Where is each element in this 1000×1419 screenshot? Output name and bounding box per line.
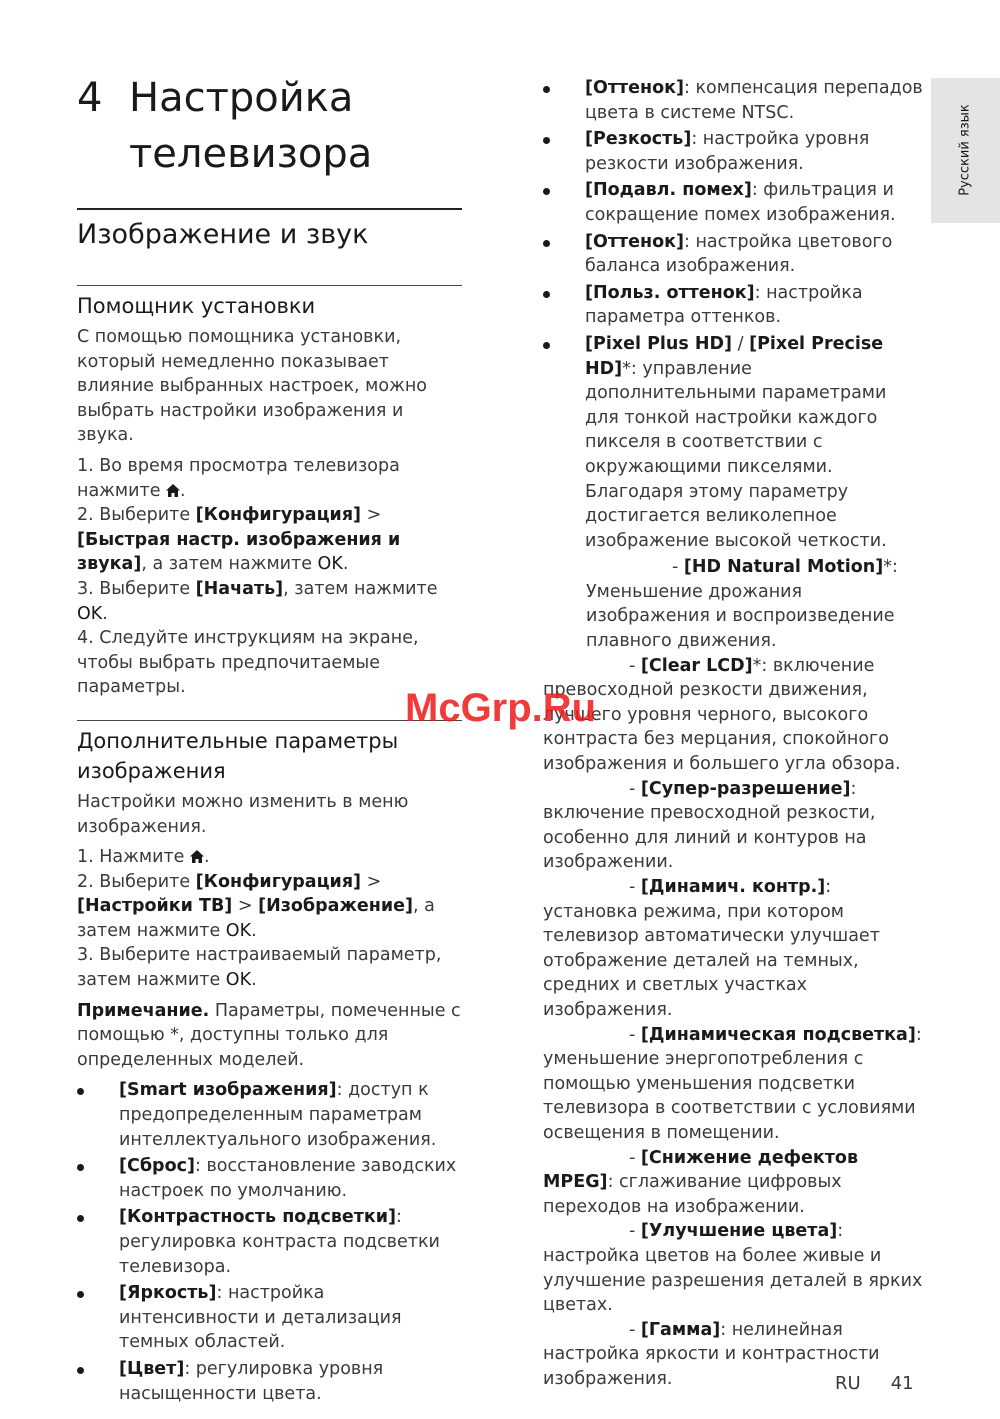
chapter-heading xyxy=(77,70,462,182)
pixel-plus-subitems xyxy=(543,555,923,1391)
assistant-section xyxy=(77,285,462,700)
list-item: [Оттенок]: настройка цветового баланса изображения. xyxy=(543,230,923,279)
list-item: [Яркость]: настройка интенсивности и детализация темных областей. xyxy=(77,1281,462,1355)
sub-item: - [Clear LCD]*: включение превосходной резкости движения, лучшего уровня черного, высокого контраста без мерцания, спокойного изображения и большего угла обзора. xyxy=(543,655,901,775)
advanced-step-1: 1. Нажмите . xyxy=(77,847,210,868)
page-footer xyxy=(835,1373,914,1394)
assistant-step-4: 4. Следуйте инструкциям на экране, чтобы выбрать предпочитаемые параметры. xyxy=(77,628,419,698)
sub-item: - [Динамическая подсветка]: уменьшение энергопотребления с помощью уменьшения подсветки телевизора в соответствии с условиями освещения в помещении. xyxy=(543,1024,922,1143)
bullet-icon xyxy=(77,1088,84,1095)
bullet-icon xyxy=(543,291,550,298)
bullet-icon xyxy=(77,1291,84,1298)
advanced-title: Дополнительные параметры изображения xyxy=(77,720,462,786)
bullet-icon xyxy=(543,240,550,247)
sub-item: - [Супер-разрешение]: включение превосходной резкости, особенно для линий и контуров на изображении. xyxy=(543,778,876,873)
list-item: [Подавл. помех]: фильтрация и сокращение помех изображения. xyxy=(543,178,923,227)
advanced-step-3: 3. Выберите настраиваемый параметр, затем нажмите OK. xyxy=(77,945,442,991)
assistant-step-1: 1. Во время просмотра телевизора нажмите . xyxy=(77,455,400,501)
assistant-steps xyxy=(77,454,462,700)
watermark: McGrp.Ru xyxy=(405,686,597,730)
right-column xyxy=(543,76,923,1391)
bullet-icon xyxy=(543,342,550,349)
bullet-icon xyxy=(543,188,550,195)
chapter-title: Настройка телевизора xyxy=(129,75,373,177)
left-column xyxy=(77,70,462,1408)
left-settings-list xyxy=(77,1078,462,1406)
sub-item: - [Улучшение цвета]: настройка цветов на более живые и улучшение разрешения деталей в ярких цветах. xyxy=(543,1221,923,1316)
list-item: [Smart изображения]: доступ к предопределенным параметрам интеллектуального изображения. xyxy=(77,1078,462,1152)
bullet-icon xyxy=(77,1367,84,1374)
page-number: 41 xyxy=(890,1373,914,1394)
chapter-number: 4 xyxy=(77,75,103,121)
assistant-step-3: 3. Выберите [Начать], затем нажмите OK. xyxy=(77,578,438,624)
advanced-step-2: 2. Выберите [Конфигурация] > [Настройки ТВ] > [Изображение], а затем нажмите OK. xyxy=(77,871,435,941)
advanced-intro: Настройки можно изменить в меню изображения. xyxy=(77,791,409,837)
right-settings-list xyxy=(543,76,923,553)
sub-item: - [Снижение дефектов MPEG]: сглаживание цифровых переходов на изображении. xyxy=(543,1147,859,1217)
assistant-step-2: 2. Выберите [Конфигурация] > [Быстрая настр. изображения и звука], а затем нажмите OK. xyxy=(77,505,401,575)
advanced-note: Примечание. Параметры, помеченные с помощью *, доступны только для определенных моделей. xyxy=(77,1000,461,1070)
sub-item: - [HD Natural Motion]*: Уменьшение дрожания изображения и воспроизведение плавного движения. xyxy=(586,557,898,652)
assistant-intro: С помощью помощника установки, который немедленно показывает влияние выбранных настроек, можно выбрать настройки изображения и звука. xyxy=(77,327,427,446)
bullet-icon xyxy=(543,137,550,144)
list-item-pixel-plus: [Pixel Plus HD] / [Pixel Precise HD]*: управление дополнительными параметрами для тонкой настройки каждого пикселя в соответствии с окружающими пикселями. Благодаря этому параметру достигается великолепное изображение высокой четкости. xyxy=(543,332,923,553)
bullet-icon xyxy=(543,86,550,93)
advanced-steps xyxy=(77,845,462,993)
list-item: [Цвет]: регулировка уровня насыщенности цвета. xyxy=(77,1357,462,1406)
assistant-title: Помощник установки xyxy=(77,285,462,321)
sub-item: - [Гамма]: нелинейная настройка яркости и контрастности изображения. xyxy=(543,1319,880,1389)
section-title: Изображение и звук xyxy=(77,208,462,252)
home-icon xyxy=(190,850,204,863)
sub-item: - [Динамич. контр.]: установка режима, при котором телевизор автоматически улучшает отображение деталей на темных, средних и светлых участках изображения. xyxy=(543,877,880,1020)
home-icon xyxy=(166,484,180,497)
list-item: [Оттенок]: компенсация перепадов цвета в системе NTSC. xyxy=(543,76,923,125)
language-side-tab: Русский язык xyxy=(931,78,1000,223)
advanced-section xyxy=(77,720,462,1406)
footer-language: RU xyxy=(835,1373,861,1394)
bullet-icon xyxy=(77,1164,84,1171)
list-item: [Польз. оттенок]: настройка параметра оттенков. xyxy=(543,281,923,330)
list-item: [Сброс]: восстановление заводских настроек по умолчанию. xyxy=(77,1154,462,1203)
list-item: [Резкость]: настройка уровня резкости изображения. xyxy=(543,127,923,176)
list-item: [Контрастность подсветки]: регулировка контраста подсветки телевизора. xyxy=(77,1205,462,1279)
bullet-icon xyxy=(77,1215,84,1222)
